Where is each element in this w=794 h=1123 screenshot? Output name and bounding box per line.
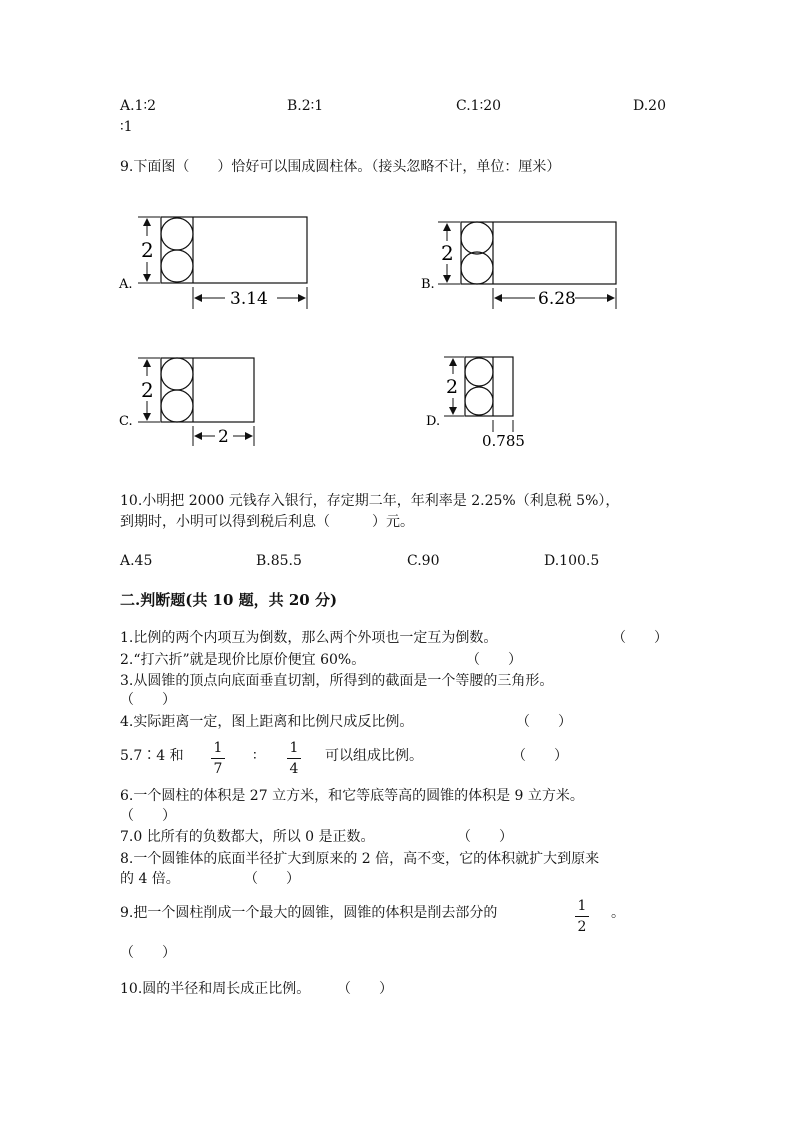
judge-6-text: 6.一个圆柱的体积是 27 立方米，和它等底等高的圆锥的体积是 9 立方米。 xyxy=(120,788,584,804)
judge-1-blank[interactable]: （ ） xyxy=(612,630,668,646)
judge-3-text: 3.从圆锥的顶点向底面垂直切割，所得到的截面是一个等腰的三角形。 xyxy=(120,673,554,689)
figure-d-width: 0.785 xyxy=(482,432,525,450)
judge-3-blank[interactable]: （ ） xyxy=(120,692,176,708)
figure-d-label: D. xyxy=(426,414,441,429)
fraction-numerator: 1 xyxy=(577,898,587,914)
judge-9-fraction xyxy=(575,898,589,935)
figure-b-label: B. xyxy=(421,277,435,292)
judge-5-blank[interactable]: （ ） xyxy=(512,748,568,764)
judge-10-blank[interactable]: （ ） xyxy=(337,981,393,997)
judge-10-text: 10.圆的半径和周长成正比例。 xyxy=(120,981,311,997)
judge-4-text: 4.实际距离一定，图上距离和比例尺成反比例。 xyxy=(120,714,414,730)
figure-d-height: 2 xyxy=(446,376,459,398)
q8-option-b[interactable]: B.2∶1 xyxy=(287,98,324,114)
q10-option-c[interactable]: C.90 xyxy=(407,553,440,569)
figure-b-width: 6.28 xyxy=(538,289,576,309)
judge-8-blank[interactable]: （ ） xyxy=(244,871,300,887)
fraction-2-denominator: 4 xyxy=(289,761,299,777)
q10-option-a[interactable]: A.45 xyxy=(120,553,153,569)
judge-5-text-b: 可以组成比例。 xyxy=(325,748,423,764)
judge-5-fraction-2 xyxy=(287,740,301,777)
fraction-1-numerator: 1 xyxy=(213,740,223,756)
q8-option-c[interactable]: C.1∶20 xyxy=(456,98,502,114)
judge-4-blank[interactable]: （ ） xyxy=(516,714,572,730)
figure-b-height: 2 xyxy=(441,241,454,265)
judge-9-tail: 。 xyxy=(611,905,625,921)
judge-5-colon: ∶ xyxy=(253,748,257,764)
q9-stem: 9.下面图（ ）恰好可以围成圆柱体。（接头忽略不计，单位：厘米） xyxy=(120,159,561,175)
figure-a[interactable] xyxy=(138,217,307,309)
judge-9-text: 9.把一个圆柱削成一个最大的圆锥，圆锥的体积是削去部分的 xyxy=(120,905,498,921)
judge-2-blank[interactable]: （ ） xyxy=(466,652,522,668)
q10-option-b[interactable]: B.85.5 xyxy=(256,553,302,569)
figure-c-height: 2 xyxy=(141,378,154,402)
q10-option-d[interactable]: D.100.5 xyxy=(544,553,600,569)
q8-option-a[interactable]: A.1∶2 xyxy=(120,98,157,114)
judge-1-text: 1.比例的两个内项互为倒数，那么两个外项也一定互为倒数。 xyxy=(120,630,498,646)
figure-a-width: 3.14 xyxy=(230,289,268,309)
figure-c[interactable] xyxy=(138,358,254,446)
figure-b[interactable] xyxy=(438,222,616,309)
judge-7-blank[interactable]: （ ） xyxy=(457,829,513,845)
figure-a-height: 2 xyxy=(141,238,154,262)
judge-6-blank[interactable]: （ ） xyxy=(120,808,176,824)
figure-a-label: A. xyxy=(119,277,133,292)
judge-9-blank[interactable]: （ ） xyxy=(120,945,176,961)
fraction-1-denominator: 7 xyxy=(213,761,223,777)
section-title: 二.判断题(共 10 题，共 20 分) xyxy=(120,591,338,609)
judge-8-text: 8.一个圆锥体的底面半径扩大到原来的 2 倍，高不变，它的体积就扩大到原来 xyxy=(120,851,600,867)
q10-line1: 10.小明把 2000 元钱存入银行，存定期二年，年利率是 2.25%（利息税 5%）， xyxy=(120,493,620,509)
judge-8-text2: 的 4 倍。 xyxy=(120,871,180,887)
fraction-2-numerator: 1 xyxy=(289,740,299,756)
figure-c-label: C. xyxy=(119,414,133,429)
q8-option-d-wrap: ∶1 xyxy=(120,119,133,135)
q8-option-d[interactable]: D.20 xyxy=(633,98,666,114)
q10-line2: 到期时，小明可以得到税后利息（ ）元。 xyxy=(120,514,414,530)
fraction-denominator: 2 xyxy=(577,919,587,935)
judge-5-text-a: 5.7∶4 和 xyxy=(120,748,184,764)
figure-c-width: 2 xyxy=(218,427,229,447)
judge-5-fraction-1 xyxy=(211,740,225,777)
judge-7-text: 7.0 比所有的负数都大，所以 0 是正数。 xyxy=(120,829,375,845)
judge-2-text: 2.“打六折”就是现价比原价便宜 60%。 xyxy=(120,652,366,668)
